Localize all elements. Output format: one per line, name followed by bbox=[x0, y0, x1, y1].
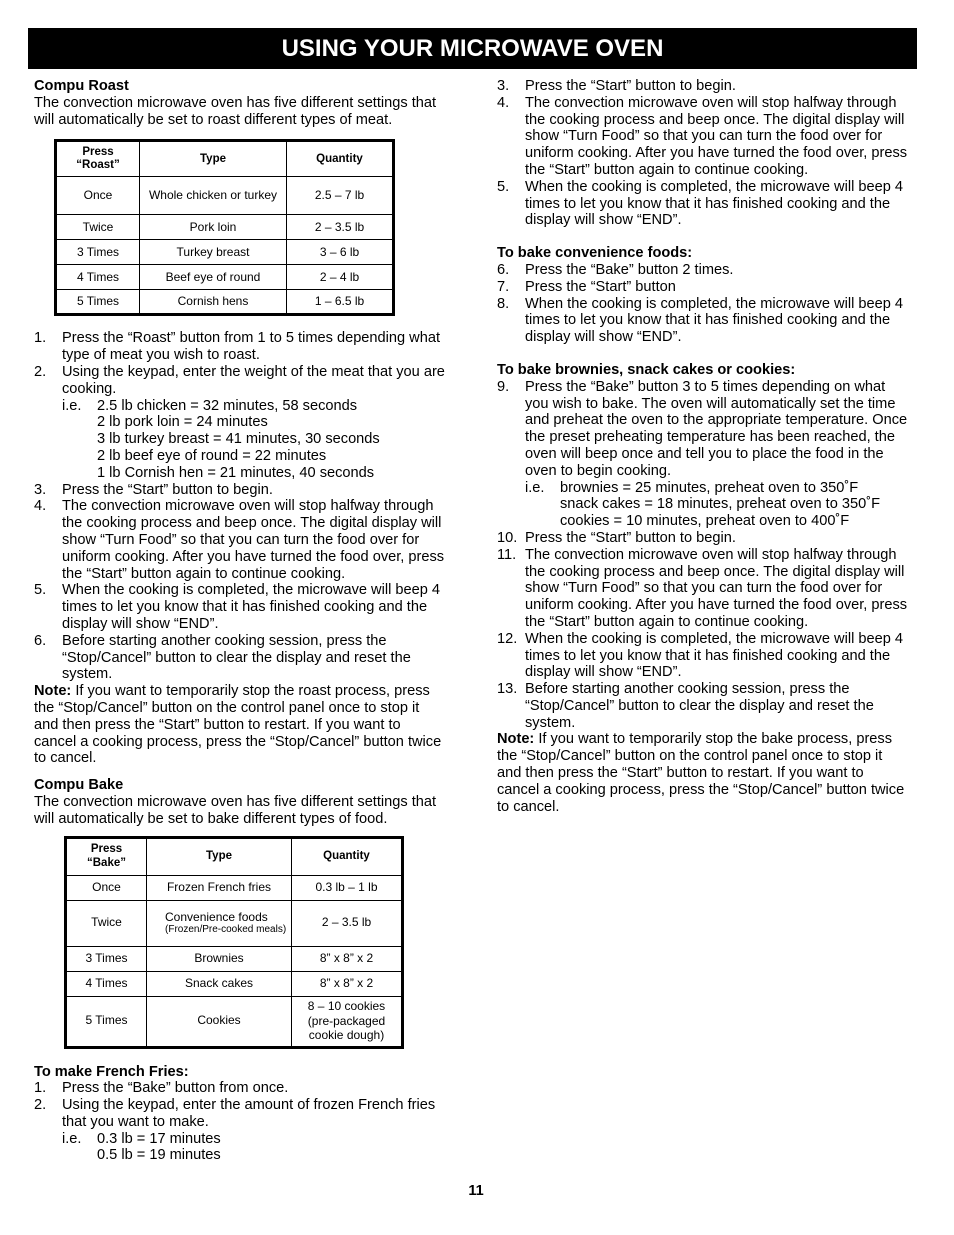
step-text: When the cooking is completed, the microwave will beep 4 times to let you know that it has finished cooking and the display will show “END”. bbox=[525, 630, 904, 681]
step-number: 10. bbox=[497, 529, 518, 546]
step-number: 11. bbox=[497, 546, 517, 563]
table-row bbox=[66, 900, 403, 946]
convenience-heading: To bake convenience foods: bbox=[497, 245, 693, 262]
ie-label: i.e. bbox=[525, 479, 545, 496]
example-line: 2 lb pork loin = 24 minutes bbox=[97, 414, 268, 431]
table-cell: Beef eye of round bbox=[140, 265, 287, 290]
table-row bbox=[56, 265, 394, 290]
example-line: 2.5 lb chicken = 32 minutes, 58 seconds bbox=[97, 397, 358, 414]
brownies-heading: To bake brownies, snack cakes or cookies: bbox=[497, 361, 796, 378]
step-text: Press the “Bake” button 2 times. bbox=[525, 261, 734, 278]
list-item bbox=[497, 681, 909, 731]
note-text: If you want to temporarily stop the roast process, press the “Stop/Cancel” button on the control panel once to stop it and then press the “Start” button to restart. If you want to cancel a cooking process, press the “Stop/Cancel” button twice to cancel. bbox=[34, 683, 442, 767]
left-column bbox=[34, 78, 446, 1164]
table-header-cell: Quantity bbox=[292, 837, 403, 875]
table-header-cell: Press “Roast” bbox=[56, 141, 140, 177]
step-text: The convection microwave oven will stop halfway through the cooking process and beep once. The digital display will show “Turn Food” so that you can turn the food over for uniform cooking. After you have turned the food over, press the “Start” button again to continue cooking. bbox=[62, 498, 445, 582]
step-text: Before starting another cooking session, press the “Stop/Cancel” button to clear the display and reset the system. bbox=[525, 681, 874, 731]
step-text: Before starting another cooking session, press the “Stop/Cancel” button to clear the display and reset the system. bbox=[62, 632, 411, 683]
step-number: 6. bbox=[497, 261, 510, 278]
example-block bbox=[62, 398, 446, 482]
fries-heading: To make French Fries: bbox=[34, 1063, 189, 1080]
table-cell bbox=[292, 996, 403, 1047]
roast-heading: Compu Roast bbox=[34, 78, 129, 94]
page-number: 11 bbox=[468, 1183, 484, 1199]
step-text: Using the keypad, enter the weight of the meat that you are cooking. bbox=[62, 363, 445, 397]
step-text: When the cooking is completed, the microwave will beep 4 times to let you know that it has finished cooking and the display will show “END”. bbox=[525, 178, 904, 229]
list-item bbox=[497, 631, 909, 681]
step-number: 1. bbox=[34, 330, 47, 347]
list-item bbox=[34, 633, 446, 683]
list-item bbox=[34, 582, 446, 632]
step-text: Press the “Start” button to begin. bbox=[525, 78, 736, 94]
ie-label: i.e. bbox=[62, 1130, 82, 1147]
table-header-cell: Type bbox=[147, 837, 292, 875]
table-cell: Cornish hens bbox=[140, 290, 287, 315]
list-item bbox=[497, 547, 909, 631]
cell-text: 8 – 10 cookies bbox=[307, 998, 386, 1013]
step-text: When the cooking is completed, the microwave will beep 4 times to let you know that it has finished cooking and the display will show “END”. bbox=[62, 582, 441, 632]
step-number: 2. bbox=[34, 363, 47, 380]
table-row bbox=[66, 971, 403, 996]
step-number: 3. bbox=[497, 78, 510, 94]
table-cell: 2 – 3.5 lb bbox=[292, 900, 403, 946]
example-line: 0.3 lb = 17 minutes bbox=[97, 1130, 221, 1147]
example-line: 2 lb beef eye of round = 22 minutes bbox=[97, 447, 327, 464]
list-item bbox=[497, 78, 909, 95]
step-number: 4. bbox=[497, 94, 510, 111]
list-item bbox=[497, 530, 909, 547]
list-item bbox=[497, 262, 909, 279]
roast-note bbox=[34, 683, 446, 767]
page-title: USING YOUR MICROWAVE OVEN bbox=[281, 34, 664, 62]
table-cell: 2 – 3.5 lb bbox=[287, 215, 394, 240]
step-text: Press the “Start” button to begin. bbox=[525, 529, 736, 546]
bake-note bbox=[497, 731, 909, 815]
table-cell: 3 Times bbox=[56, 240, 140, 265]
table-cell: 3 Times bbox=[66, 946, 147, 971]
ie-label: i.e. bbox=[62, 397, 82, 414]
bake-heading: Compu Bake bbox=[34, 777, 124, 794]
example-line: 1 lb Cornish hen = 21 minutes, 40 seconds bbox=[97, 464, 375, 481]
step-text: Using the keypad, enter the amount of frozen French fries that you want to make. bbox=[62, 1097, 436, 1130]
step-number: 6. bbox=[34, 632, 47, 649]
step-number: 4. bbox=[34, 498, 47, 515]
table-row bbox=[56, 177, 394, 215]
step-number: 3. bbox=[34, 481, 47, 498]
example-block bbox=[525, 480, 909, 530]
step-text: The convection microwave oven will stop halfway through the cooking process and beep once. The digital display will show “Turn Food” so that you can turn the food over for uniform cooking. After you have turned the food over, press the “Start” button again to continue cooking. bbox=[525, 94, 908, 178]
table-cell: 0.3 lb – 1 lb bbox=[292, 875, 403, 900]
table-cell bbox=[147, 900, 292, 946]
step-text: When the cooking is completed, the microwave will beep 4 times to let you know that it has finished cooking and the display will show “END”. bbox=[525, 295, 904, 346]
cell-text: Convenience foods bbox=[165, 909, 268, 924]
table-header-row bbox=[56, 141, 394, 177]
list-item bbox=[497, 296, 909, 346]
table-cell: Pork loin bbox=[140, 215, 287, 240]
note-label: Note: bbox=[34, 683, 72, 700]
example-line: 3 lb turkey breast = 41 minutes, 30 seconds bbox=[97, 431, 380, 448]
step-text: Press the “Roast” button from 1 to 5 times depending what type of meat you wish to roast. bbox=[62, 330, 441, 364]
table-row bbox=[66, 996, 403, 1047]
example-line: brownies = 25 minutes, preheat oven to 350˚F bbox=[560, 479, 859, 496]
table-cell: 2 – 4 lb bbox=[287, 265, 394, 290]
list-item bbox=[497, 179, 909, 229]
list-item bbox=[497, 95, 909, 179]
table-cell: Cookies bbox=[147, 996, 292, 1047]
list-item bbox=[497, 379, 909, 480]
list-item bbox=[34, 482, 446, 499]
table-cell: 4 Times bbox=[56, 265, 140, 290]
list-item bbox=[34, 498, 446, 582]
table-row bbox=[66, 875, 403, 900]
step-text: Press the “Start” button bbox=[525, 278, 676, 295]
table-cell: Brownies bbox=[147, 946, 292, 971]
table-cell: 8” x 8” x 2 bbox=[292, 971, 403, 996]
table-cell: Whole chicken or turkey bbox=[140, 177, 287, 215]
table-cell: 3 – 6 lb bbox=[287, 240, 394, 265]
table-cell: Once bbox=[56, 177, 140, 215]
table-cell: 5 Times bbox=[66, 996, 147, 1047]
table-cell: 1 – 6.5 lb bbox=[287, 290, 394, 315]
note-label: Note: bbox=[497, 731, 535, 748]
step-text: Press the “Start” button to begin. bbox=[62, 481, 273, 498]
step-number: 7. bbox=[497, 278, 510, 295]
step-text: Press the “Bake” button 3 to 5 times depending on what you wish to bake. The oven will automatically set the time and preheat the oven to the appropriate temperature. Once the preset preheating temperature has been reached, the oven will beep once and tell you to place the food in the oven to begin cooking. bbox=[525, 378, 908, 479]
table-cell: Frozen French fries bbox=[147, 875, 292, 900]
step-number: 12. bbox=[497, 630, 518, 647]
step-number: 2. bbox=[34, 1097, 47, 1114]
example-line: cookies = 10 minutes, preheat oven to 400˚F bbox=[560, 513, 850, 530]
table-cell: 8” x 8” x 2 bbox=[292, 946, 403, 971]
bake-table bbox=[64, 836, 404, 1049]
roast-table bbox=[54, 139, 395, 316]
list-item bbox=[34, 1080, 446, 1097]
step-text: Press the “Bake” button from once. bbox=[62, 1080, 289, 1097]
example-line: 0.5 lb = 19 minutes bbox=[97, 1147, 221, 1164]
bake-intro: The convection microwave oven has five different settings that will automatically be set to bake different types of food. bbox=[34, 793, 437, 827]
cell-subtext: (Frozen/Pre-cooked meals) bbox=[165, 924, 287, 936]
table-cell: Snack cakes bbox=[147, 971, 292, 996]
table-header-cell: Press “Bake” bbox=[66, 837, 147, 875]
page-header bbox=[28, 28, 917, 69]
table-cell: Twice bbox=[56, 215, 140, 240]
example-line: snack cakes = 18 minutes, preheat oven to 350˚F bbox=[560, 496, 881, 513]
step-number: 8. bbox=[497, 295, 510, 312]
step-number: 5. bbox=[34, 582, 47, 599]
table-row bbox=[56, 290, 394, 315]
example-block bbox=[62, 1131, 446, 1165]
table-row bbox=[56, 215, 394, 240]
step-number: 5. bbox=[497, 178, 510, 195]
list-item bbox=[34, 1097, 446, 1131]
step-number: 9. bbox=[497, 378, 510, 395]
cell-subtext: (pre-packaged cookie dough) bbox=[307, 1014, 386, 1042]
table-header-cell: Type bbox=[140, 141, 287, 177]
list-item bbox=[497, 279, 909, 296]
table-cell: 5 Times bbox=[56, 290, 140, 315]
note-text: If you want to temporarily stop the bake process, press the “Stop/Cancel” button on the control panel once to stop it and then press the “Start” button to restart. If you want to cancel a cooking process, press the “Stop/Cancel” button twice to cancel. bbox=[497, 731, 905, 815]
table-header-cell: Quantity bbox=[287, 141, 394, 177]
table-cell: 2.5 – 7 lb bbox=[287, 177, 394, 215]
table-row bbox=[66, 946, 403, 971]
step-number: 13. bbox=[497, 681, 518, 698]
table-row bbox=[56, 240, 394, 265]
list-item bbox=[34, 364, 446, 398]
step-text: The convection microwave oven will stop halfway through the cooking process and beep once. The digital display will show “Turn Food” so that you can turn the food over for uniform cooking. After you have turned the food over, press the “Start” button again to continue cooking. bbox=[525, 546, 908, 630]
right-column bbox=[497, 78, 909, 815]
list-item bbox=[34, 330, 446, 364]
table-cell: 4 Times bbox=[66, 971, 147, 996]
table-cell: Once bbox=[66, 875, 147, 900]
table-cell: Turkey breast bbox=[140, 240, 287, 265]
table-cell: Twice bbox=[66, 900, 147, 946]
table-header-row bbox=[66, 837, 403, 875]
roast-intro: The convection microwave oven has five different settings that will automatically be set to roast different types of meat. bbox=[34, 94, 437, 128]
step-number: 1. bbox=[34, 1080, 47, 1097]
